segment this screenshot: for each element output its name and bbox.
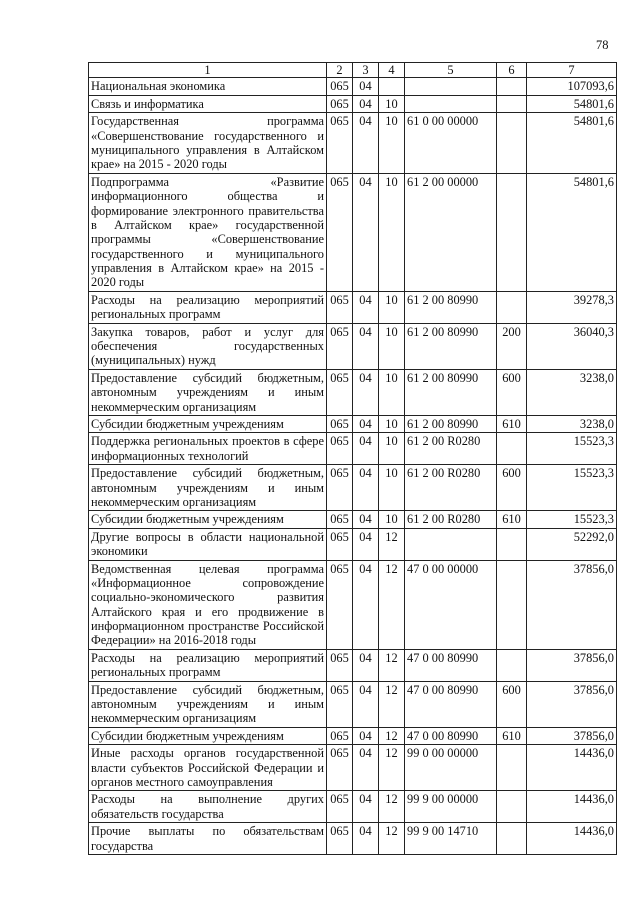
cell-amount: 37856,0 <box>527 727 617 744</box>
cell-target-article: 61 2 00 80990 <box>405 415 497 432</box>
cell-section-code: 04 <box>353 113 379 174</box>
cell-amount: 15523,3 <box>527 465 617 511</box>
cell-expense-type: 610 <box>497 727 527 744</box>
cell-subsection-code: 12 <box>379 823 405 855</box>
table-row <box>89 823 617 855</box>
cell-expense-type <box>497 745 527 791</box>
cell-target-article: 61 0 00 00000 <box>405 113 497 174</box>
col-header-name: 1 <box>89 63 327 78</box>
cell-admin-code: 065 <box>327 791 353 823</box>
cell-expense-type <box>497 791 527 823</box>
cell-expense-type <box>497 823 527 855</box>
cell-admin-code: 065 <box>327 291 353 323</box>
table-row <box>89 415 617 432</box>
header-row <box>89 63 617 78</box>
cell-section-code: 04 <box>353 791 379 823</box>
cell-expense-type: 600 <box>497 465 527 511</box>
col-header-subsection: 4 <box>379 63 405 78</box>
cell-subsection-code: 10 <box>379 323 405 369</box>
table-row <box>89 323 617 369</box>
cell-section-code: 04 <box>353 823 379 855</box>
cell-target-article: 61 2 00 00000 <box>405 173 497 291</box>
table-row <box>89 173 617 291</box>
table-row <box>89 369 617 415</box>
cell-expense-type <box>497 433 527 465</box>
cell-section-code: 04 <box>353 745 379 791</box>
cell-amount: 36040,3 <box>527 323 617 369</box>
cell-amount: 14436,0 <box>527 791 617 823</box>
cell-amount: 54801,6 <box>527 173 617 291</box>
cell-target-article: 99 9 00 14710 <box>405 823 497 855</box>
cell-name: Поддержка региональных проектов в сфере информационных технологий <box>89 433 327 465</box>
cell-admin-code: 065 <box>327 433 353 465</box>
cell-amount: 37856,0 <box>527 681 617 727</box>
col-header-amount: 7 <box>527 63 617 78</box>
cell-section-code: 04 <box>353 415 379 432</box>
table-row <box>89 465 617 511</box>
cell-section-code: 04 <box>353 528 379 560</box>
cell-expense-type: 600 <box>497 681 527 727</box>
table-row <box>89 78 617 95</box>
cell-admin-code: 065 <box>327 78 353 95</box>
cell-name: Государственная программа «Совершенствование государственного и муниципального управления в Алтайском крае» на 2015 - 2020 годы <box>89 113 327 174</box>
cell-section-code: 04 <box>353 323 379 369</box>
cell-admin-code: 065 <box>327 415 353 432</box>
cell-subsection-code: 10 <box>379 511 405 528</box>
page-number: 78 <box>596 38 609 52</box>
cell-target-article <box>405 78 497 95</box>
cell-section-code: 04 <box>353 433 379 465</box>
cell-name: Предоставление субсидий бюджетным, автономным учреждениям и иным некоммерческим организациям <box>89 369 327 415</box>
cell-name: Иные расходы органов государственной власти субъектов Российской Федерации и органов местного самоуправления <box>89 745 327 791</box>
table-row <box>89 727 617 744</box>
cell-name: Расходы на реализацию мероприятий региональных программ <box>89 291 327 323</box>
cell-name: Подпрограмма «Развитие информационного общества и формирование электронного правительства в Алтайском крае» государственной программы «Совершенствование государственного и муниципального управления в Алтайском крае» на 2015 - 2020 годы <box>89 173 327 291</box>
cell-target-article: 61 2 00 R0280 <box>405 511 497 528</box>
cell-name: Предоставление субсидий бюджетным, автономным учреждениям и иным некоммерческим организациям <box>89 465 327 511</box>
table-row <box>89 291 617 323</box>
cell-expense-type <box>497 173 527 291</box>
cell-target-article: 61 2 00 R0280 <box>405 465 497 511</box>
table-row <box>89 681 617 727</box>
table-row <box>89 511 617 528</box>
cell-expense-type <box>497 95 527 112</box>
cell-amount: 3238,0 <box>527 369 617 415</box>
cell-section-code: 04 <box>353 369 379 415</box>
cell-subsection-code: 10 <box>379 291 405 323</box>
cell-target-article: 47 0 00 00000 <box>405 560 497 649</box>
cell-subsection-code: 12 <box>379 681 405 727</box>
cell-subsection-code: 10 <box>379 433 405 465</box>
cell-target-article: 61 2 00 80990 <box>405 291 497 323</box>
cell-expense-type <box>497 113 527 174</box>
cell-admin-code: 065 <box>327 465 353 511</box>
cell-section-code: 04 <box>353 560 379 649</box>
cell-admin-code: 065 <box>327 727 353 744</box>
cell-admin-code: 065 <box>327 113 353 174</box>
cell-subsection-code: 12 <box>379 560 405 649</box>
cell-expense-type <box>497 78 527 95</box>
cell-target-article: 61 2 00 80990 <box>405 323 497 369</box>
cell-section-code: 04 <box>353 78 379 95</box>
cell-name: Расходы на выполнение других обязательств государства <box>89 791 327 823</box>
cell-name: Субсидии бюджетным учреждениям <box>89 415 327 432</box>
cell-target-article: 61 2 00 R0280 <box>405 433 497 465</box>
cell-section-code: 04 <box>353 291 379 323</box>
cell-admin-code: 065 <box>327 323 353 369</box>
table-row <box>89 95 617 112</box>
cell-amount: 54801,6 <box>527 95 617 112</box>
cell-subsection-code: 10 <box>379 95 405 112</box>
cell-amount: 14436,0 <box>527 823 617 855</box>
cell-expense-type <box>497 528 527 560</box>
cell-amount: 37856,0 <box>527 560 617 649</box>
table-row <box>89 560 617 649</box>
cell-target-article: 61 2 00 80990 <box>405 369 497 415</box>
cell-subsection-code: 10 <box>379 113 405 174</box>
cell-subsection-code: 10 <box>379 173 405 291</box>
cell-name: Связь и информатика <box>89 95 327 112</box>
cell-subsection-code <box>379 78 405 95</box>
cell-expense-type: 200 <box>497 323 527 369</box>
cell-name: Расходы на реализацию мероприятий региональных программ <box>89 649 327 681</box>
cell-section-code: 04 <box>353 173 379 291</box>
cell-expense-type: 600 <box>497 369 527 415</box>
cell-expense-type: 610 <box>497 511 527 528</box>
cell-target-article: 47 0 00 80990 <box>405 649 497 681</box>
cell-amount: 15523,3 <box>527 511 617 528</box>
cell-expense-type <box>497 291 527 323</box>
cell-admin-code: 065 <box>327 528 353 560</box>
cell-admin-code: 065 <box>327 369 353 415</box>
cell-name: Субсидии бюджетным учреждениям <box>89 727 327 744</box>
cell-amount: 54801,6 <box>527 113 617 174</box>
cell-subsection-code: 12 <box>379 745 405 791</box>
budget-table <box>88 62 617 855</box>
cell-section-code: 04 <box>353 727 379 744</box>
cell-amount: 52292,0 <box>527 528 617 560</box>
table-row <box>89 433 617 465</box>
cell-expense-type: 610 <box>497 415 527 432</box>
cell-target-article <box>405 95 497 112</box>
cell-name: Закупка товаров, работ и услуг для обеспечения государственных (муниципальных) нужд <box>89 323 327 369</box>
cell-target-article: 47 0 00 80990 <box>405 681 497 727</box>
cell-amount: 14436,0 <box>527 745 617 791</box>
cell-subsection-code: 12 <box>379 649 405 681</box>
cell-subsection-code: 12 <box>379 528 405 560</box>
cell-admin-code: 065 <box>327 745 353 791</box>
cell-amount: 107093,6 <box>527 78 617 95</box>
cell-subsection-code: 12 <box>379 791 405 823</box>
cell-section-code: 04 <box>353 465 379 511</box>
col-header-target-article: 5 <box>405 63 497 78</box>
table-row <box>89 791 617 823</box>
col-header-section: 3 <box>353 63 379 78</box>
cell-admin-code: 065 <box>327 681 353 727</box>
cell-target-article: 99 9 00 00000 <box>405 791 497 823</box>
cell-amount: 37856,0 <box>527 649 617 681</box>
cell-subsection-code: 10 <box>379 415 405 432</box>
cell-amount: 39278,3 <box>527 291 617 323</box>
col-header-expense-type: 6 <box>497 63 527 78</box>
cell-amount: 15523,3 <box>527 433 617 465</box>
cell-subsection-code: 10 <box>379 465 405 511</box>
table-row <box>89 528 617 560</box>
cell-name: Ведомственная целевая программа «Информационное сопровождение социально-экономического развития Алтайского края и его продвижение в информационном пространстве Российской Федерации» на 2016-2018 годы <box>89 560 327 649</box>
cell-name: Прочие выплаты по обязательствам государства <box>89 823 327 855</box>
cell-admin-code: 065 <box>327 560 353 649</box>
cell-amount: 3238,0 <box>527 415 617 432</box>
cell-section-code: 04 <box>353 95 379 112</box>
cell-target-article <box>405 528 497 560</box>
cell-name: Другие вопросы в области национальной экономики <box>89 528 327 560</box>
cell-target-article: 47 0 00 80990 <box>405 727 497 744</box>
cell-name: Предоставление субсидий бюджетным, автономным учреждениям и иным некоммерческим организациям <box>89 681 327 727</box>
cell-name: Субсидии бюджетным учреждениям <box>89 511 327 528</box>
cell-admin-code: 065 <box>327 823 353 855</box>
cell-name: Национальная экономика <box>89 78 327 95</box>
cell-section-code: 04 <box>353 511 379 528</box>
cell-admin-code: 065 <box>327 95 353 112</box>
cell-subsection-code: 12 <box>379 727 405 744</box>
cell-subsection-code: 10 <box>379 369 405 415</box>
cell-section-code: 04 <box>353 649 379 681</box>
table-row <box>89 649 617 681</box>
table-row <box>89 745 617 791</box>
col-header-admin: 2 <box>327 63 353 78</box>
cell-expense-type <box>497 649 527 681</box>
cell-admin-code: 065 <box>327 511 353 528</box>
cell-admin-code: 065 <box>327 173 353 291</box>
cell-expense-type <box>497 560 527 649</box>
cell-admin-code: 065 <box>327 649 353 681</box>
cell-section-code: 04 <box>353 681 379 727</box>
table-row <box>89 113 617 174</box>
cell-target-article: 99 0 00 00000 <box>405 745 497 791</box>
